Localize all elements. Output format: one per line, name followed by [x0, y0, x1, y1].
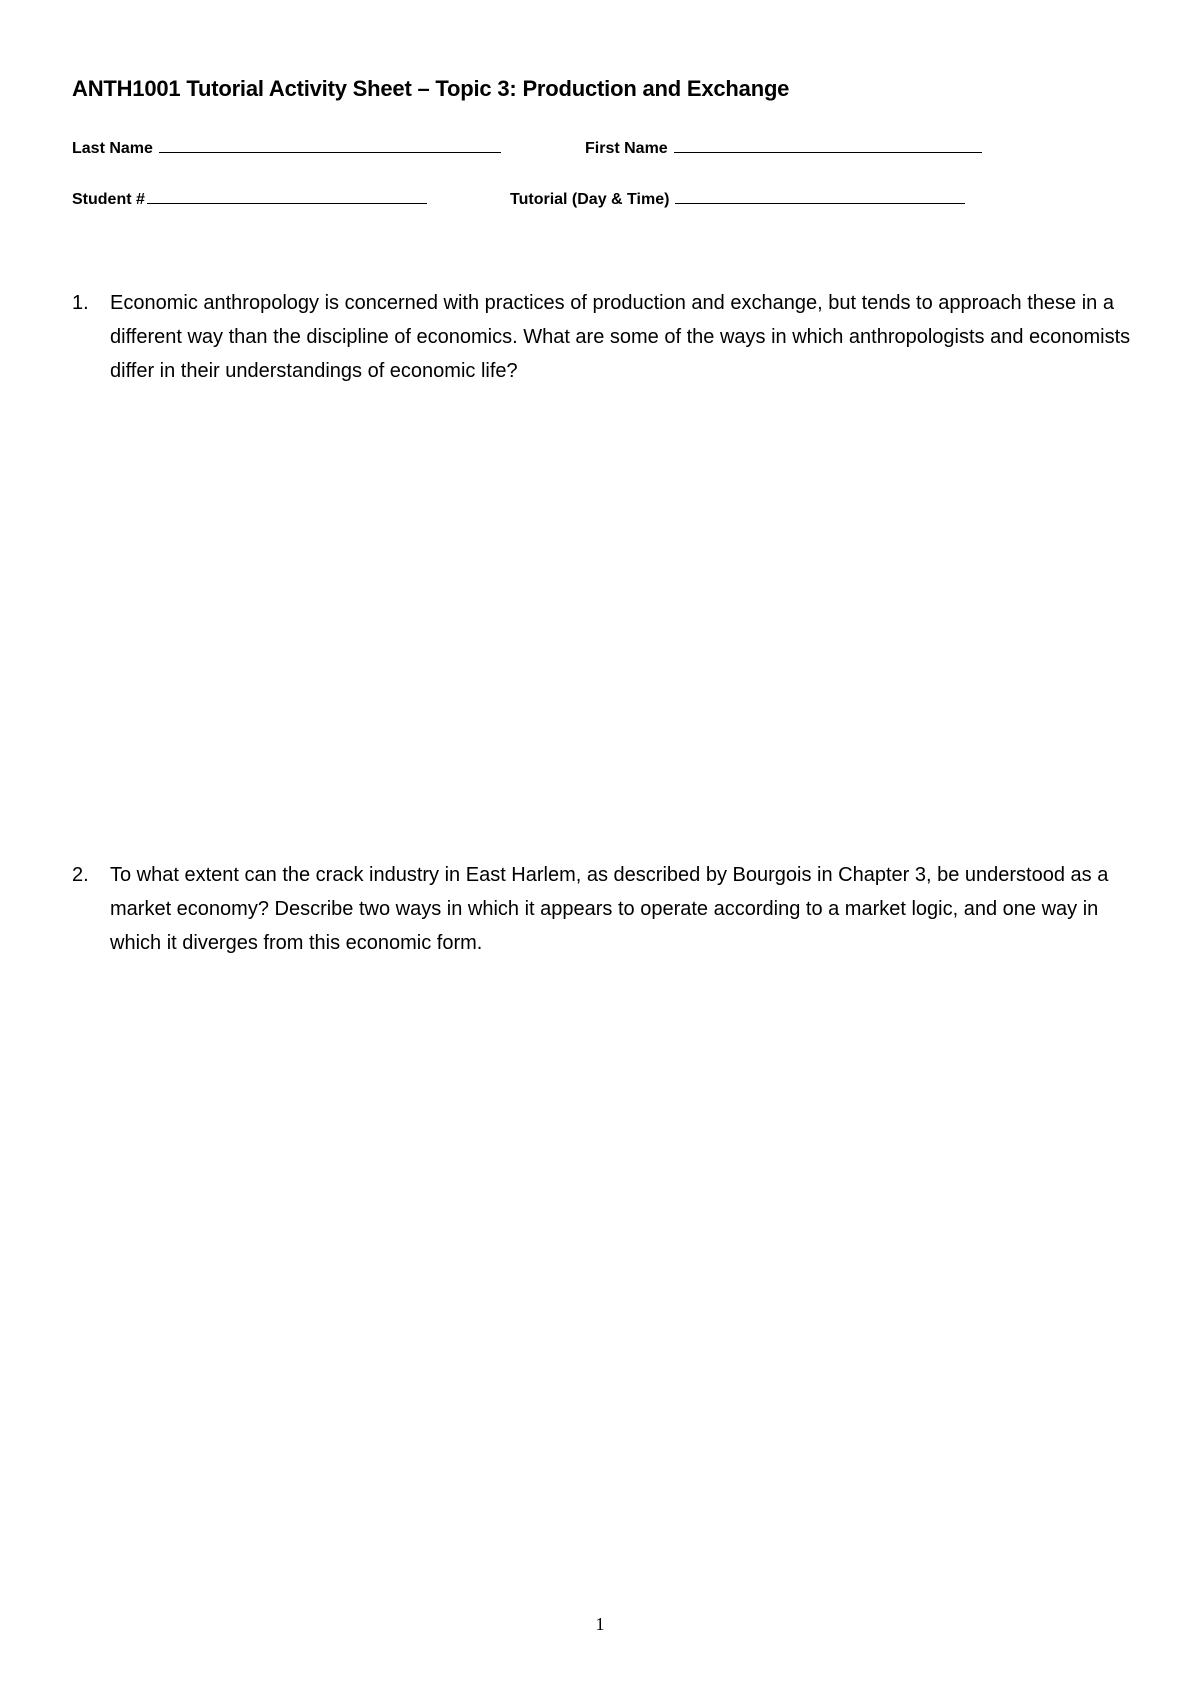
- page-title: ANTH1001 Tutorial Activity Sheet – Topic 3: Production and Exchange: [72, 76, 790, 101]
- page-number: 1: [595, 1614, 605, 1634]
- last-name-label: Last Name: [72, 140, 153, 157]
- first-name-field: [585, 138, 982, 158]
- first-name-label: First Name: [585, 140, 668, 157]
- student-number-label: Student #: [72, 191, 145, 208]
- question-2: [72, 858, 1142, 960]
- tutorial-blank: [675, 189, 965, 204]
- student-number-field: [72, 189, 427, 209]
- last-name-blank: [159, 138, 501, 153]
- question-number: 2.: [72, 864, 89, 886]
- last-name-field: [72, 138, 501, 158]
- student-number-blank: [147, 189, 427, 204]
- question-1: [72, 286, 1142, 388]
- question-text: To what extent can the crack industry in East Harlem, as described by Bourgois in Chapter 3, be understood as a market economy? Describe two ways in which it appears to operate according to a market logic, and one way in which it diverges from this economic form.: [110, 864, 1109, 954]
- question-number: 1.: [72, 292, 89, 314]
- tutorial-field: [510, 189, 965, 209]
- question-text: Economic anthropology is concerned with practices of production and exchange, but tends to approach these in a different way than the discipline of economics. What are some of the ways in which anthropologists and economists differ in their understandings of economic life?: [110, 292, 1131, 382]
- tutorial-label: Tutorial (Day & Time): [510, 191, 670, 208]
- first-name-blank: [674, 138, 982, 153]
